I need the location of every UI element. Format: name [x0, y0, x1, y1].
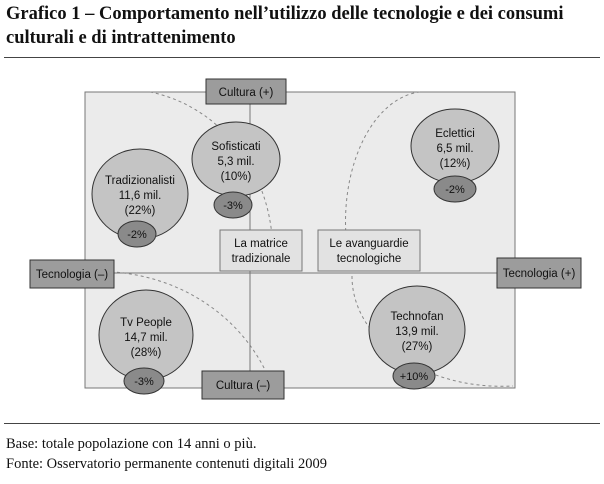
axis-right-label — [497, 258, 581, 288]
quadrant-label-avantgarde — [318, 230, 420, 271]
segment-size: 5,3 mil. — [217, 156, 255, 168]
footer-rule — [4, 423, 600, 424]
change-value: -2% — [127, 229, 147, 241]
svg-text:tecnologiche: tecnologiche — [336, 253, 402, 265]
segment-name: Sofisticati — [211, 141, 261, 153]
segment-name: Tradizionalisti — [105, 175, 175, 187]
quadrant-label-traditional — [220, 230, 302, 271]
segment-size: 13,9 mil. — [395, 326, 439, 338]
axis-bottom-label — [202, 371, 284, 399]
segment-size: 11,6 mil. — [118, 190, 162, 202]
segment-size: 6,5 mil. — [436, 143, 474, 155]
segment-share: (27%) — [401, 341, 433, 353]
svg-text:Le avanguardie: Le avanguardie — [329, 238, 409, 250]
footer-base-note: Base: totale popolazione con 14 anni o più. — [6, 436, 257, 452]
change-value: -3% — [223, 200, 243, 212]
segment-share: (10%) — [220, 171, 252, 183]
segment-share: (12%) — [439, 158, 471, 170]
change-value: -3% — [134, 376, 154, 388]
segment-share: (22%) — [124, 205, 156, 217]
svg-text:Tecnologia (+): Tecnologia (+) — [502, 268, 576, 280]
footer-source-note: Fonte: Osservatorio permanente contenuti digitali 2009 — [6, 456, 327, 472]
svg-text:Cultura (+): Cultura (+) — [218, 87, 274, 99]
svg-text:tradizionale: tradizionale — [231, 253, 291, 265]
change-value: +10% — [399, 371, 429, 383]
segment-size: 14,7 mil. — [124, 332, 168, 344]
segment-name: Tv People — [120, 317, 172, 329]
change-value: -2% — [445, 184, 465, 196]
segment-share: (28%) — [130, 347, 162, 359]
svg-text:La matrice: La matrice — [234, 238, 288, 250]
svg-text:Tecnologia (–): Tecnologia (–) — [35, 269, 109, 281]
figure-title: Grafico 1 – Comportamento nell’utilizzo delle tecnologie e dei consumi culturali e di intrattenimento — [6, 4, 564, 48]
axis-top-label — [206, 79, 286, 104]
segment-name: Technofan — [390, 311, 444, 323]
segment-name: Eclettici — [435, 128, 475, 140]
axis-left-label — [30, 260, 114, 288]
svg-text:Cultura (–): Cultura (–) — [215, 380, 271, 392]
